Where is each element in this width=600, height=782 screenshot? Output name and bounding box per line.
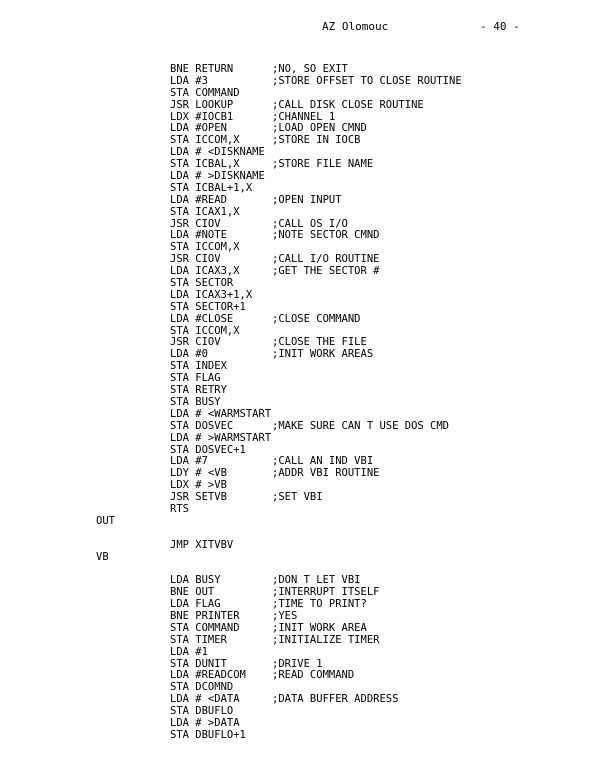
code-instruction: BNE OUT: [170, 586, 215, 599]
code-instruction: LDA # >DATA: [170, 717, 240, 730]
code-instruction: BNE PRINTER: [170, 610, 240, 622]
code-line: [0, 135, 600, 147]
code-instruction: STA BUSY: [170, 395, 221, 408]
code-comment: ;INIT WORK AREAS: [272, 348, 374, 361]
code-instruction: STA DOSVEC+1: [170, 443, 246, 456]
code-comment: ;INTERRUPT ITSELF: [272, 586, 380, 599]
code-line: [0, 183, 600, 195]
code-instruction: STA COMMAND: [170, 86, 240, 99]
code-comment: ;LOAD OPEN CMND: [272, 122, 367, 135]
code-line: [0, 278, 600, 290]
code-comment: ;MAKE SURE CAN T USE DOS CMD: [272, 419, 450, 432]
code-instruction: STA ICBAL+1,X: [170, 181, 253, 194]
code-line: [0, 492, 600, 504]
code-line: [0, 195, 600, 207]
code-line: [0, 504, 600, 516]
code-instruction: LDA #7: [170, 455, 208, 468]
code-line: [0, 361, 600, 373]
code-comment: ;GET THE SECTOR #: [272, 265, 380, 278]
code-instruction: STA COMMAND: [170, 621, 240, 634]
code-line: [0, 349, 600, 361]
code-line: [0, 159, 600, 171]
code-comment: ;DON T LET VBI: [272, 574, 361, 587]
code-instruction: STA ICBAL,X: [170, 158, 240, 171]
code-instruction: LDA #NOTE: [170, 229, 227, 242]
code-instruction: LDA BUSY: [170, 574, 221, 587]
code-comment: ;CALL I/O ROUTINE: [272, 253, 380, 266]
code-instruction: STA ICCOM,X: [170, 241, 240, 254]
code-line: [0, 290, 600, 302]
code-line: [0, 647, 600, 659]
code-comment: ;SET VBI: [272, 491, 323, 504]
code-comment: ;YES: [272, 610, 298, 622]
code-instruction: LDA # <DISKNAME: [170, 146, 265, 159]
code-label: VB: [96, 550, 109, 563]
code-instruction: STA DBUFLO: [170, 705, 234, 718]
code-comment: ;READ COMMAND: [272, 669, 355, 682]
code-instruction: LDA # <WARMSTART: [170, 407, 272, 420]
code-listing: [0, 64, 600, 742]
code-line: [0, 100, 600, 112]
code-instruction: BNE RETURN: [170, 63, 234, 75]
code-instruction: LDA #OPEN: [170, 122, 227, 135]
code-line: [0, 421, 600, 433]
code-line: [0, 623, 600, 635]
code-instruction: LDA # >DISKNAME: [170, 170, 265, 183]
code-instruction: STA FLAG: [170, 372, 221, 385]
code-instruction: LDA #READ: [170, 193, 227, 206]
code-line: [0, 266, 600, 278]
code-instruction: STA DOSVEC: [170, 419, 234, 432]
code-comment: ;NOTE SECTOR CMND: [272, 229, 380, 242]
code-instruction: LDA ICAX3,X: [170, 265, 240, 278]
code-instruction: RTS: [170, 502, 189, 515]
code-line: [0, 433, 600, 445]
code-instruction: JSR SETVB: [170, 491, 227, 504]
code-comment: ;CHANNEL 1: [272, 110, 336, 123]
code-instruction: LDA # <DATA: [170, 693, 240, 706]
code-line: [0, 468, 600, 480]
code-comment: ;CALL AN IND VBI: [272, 455, 374, 468]
code-instruction: LDY # <VB: [170, 467, 227, 480]
code-instruction: LDA FLAG: [170, 598, 221, 611]
code-line: [0, 670, 600, 682]
code-comment: ;STORE IN IOCB: [272, 134, 361, 147]
code-instruction: LDA #CLOSE: [170, 312, 234, 325]
code-instruction: STA ICCOM,X: [170, 324, 240, 337]
code-line: [0, 718, 600, 730]
code-comment: ;INIT WORK AREA: [272, 621, 367, 634]
page-number: - 40 -: [480, 20, 520, 33]
code-comment: ;NO, SO EXIT: [272, 63, 348, 75]
code-comment: ;STORE OFFSET TO CLOSE ROUTINE: [272, 74, 462, 87]
code-instruction: STA RETRY: [170, 384, 227, 397]
code-instruction: LDA #1: [170, 645, 208, 658]
code-instruction: STA DCOMND: [170, 681, 234, 694]
code-line: [0, 385, 600, 397]
code-instruction: LDA #3: [170, 74, 208, 87]
code-instruction: LDA ICAX3+1,X: [170, 288, 253, 301]
code-comment: ;TIME TO PRINT?: [272, 598, 367, 611]
code-line: [0, 88, 600, 100]
code-instruction: STA SECTOR+1: [170, 300, 246, 313]
code-line: [0, 706, 600, 718]
code-line: [0, 552, 600, 576]
code-instruction: STA INDEX: [170, 360, 227, 373]
code-line: [0, 302, 600, 314]
code-comment: ;CLOSE COMMAND: [272, 312, 361, 325]
code-comment: ;CLOSE THE FILE: [272, 336, 367, 349]
code-line: [0, 76, 600, 88]
code-line: [0, 730, 600, 742]
code-comment: ;CALL DISK CLOSE ROUTINE: [272, 98, 424, 111]
code-comment: ;DATA BUFFER ADDRESS: [272, 693, 399, 706]
code-instruction: LDA #READCOM: [170, 669, 246, 682]
code-line: [0, 635, 600, 647]
code-line: [0, 207, 600, 219]
code-instruction: STA DUNIT: [170, 657, 227, 670]
code-instruction: LDX #IOCB1: [170, 110, 234, 123]
code-instruction: STA TIMER: [170, 633, 227, 646]
code-instruction: STA DBUFLO+1: [170, 728, 246, 741]
code-line: [0, 599, 600, 611]
code-instruction: JMP XITVBV: [170, 538, 234, 551]
code-line: [0, 516, 600, 540]
code-comment: ;DRIVE 1: [272, 657, 323, 670]
code-line: [0, 694, 600, 706]
code-instruction: STA SECTOR: [170, 277, 234, 290]
code-instruction: LDA #0: [170, 348, 208, 361]
code-instruction: JSR CIOV: [170, 217, 221, 230]
code-instruction: STA ICCOM,X: [170, 134, 240, 147]
code-comment: ;ADDR VBI ROUTINE: [272, 467, 380, 480]
code-instruction: JSR LOOKUP: [170, 98, 234, 111]
code-comment: ;OPEN INPUT: [272, 193, 342, 206]
code-line: [0, 397, 600, 409]
code-comment: ;STORE FILE NAME: [272, 158, 374, 171]
code-label: OUT: [96, 514, 115, 527]
code-line: [0, 373, 600, 385]
code-line: [0, 171, 600, 183]
code-line: [0, 314, 600, 326]
code-comment: ;CALL OS I/O: [272, 217, 348, 230]
code-comment: ;INITIALIZE TIMER: [272, 633, 380, 646]
code-instruction: LDA # >WARMSTART: [170, 431, 272, 444]
code-instruction: LDX # >VB: [170, 479, 227, 492]
header-title: AZ Olomouc: [322, 20, 389, 33]
code-instruction: JSR CIOV: [170, 253, 221, 266]
page-header: [0, 20, 600, 36]
code-line: [0, 540, 600, 552]
code-instruction: JSR CIOV: [170, 336, 221, 349]
code-line: [0, 409, 600, 421]
code-line: [0, 230, 600, 242]
code-instruction: STA ICAX1,X: [170, 205, 240, 218]
